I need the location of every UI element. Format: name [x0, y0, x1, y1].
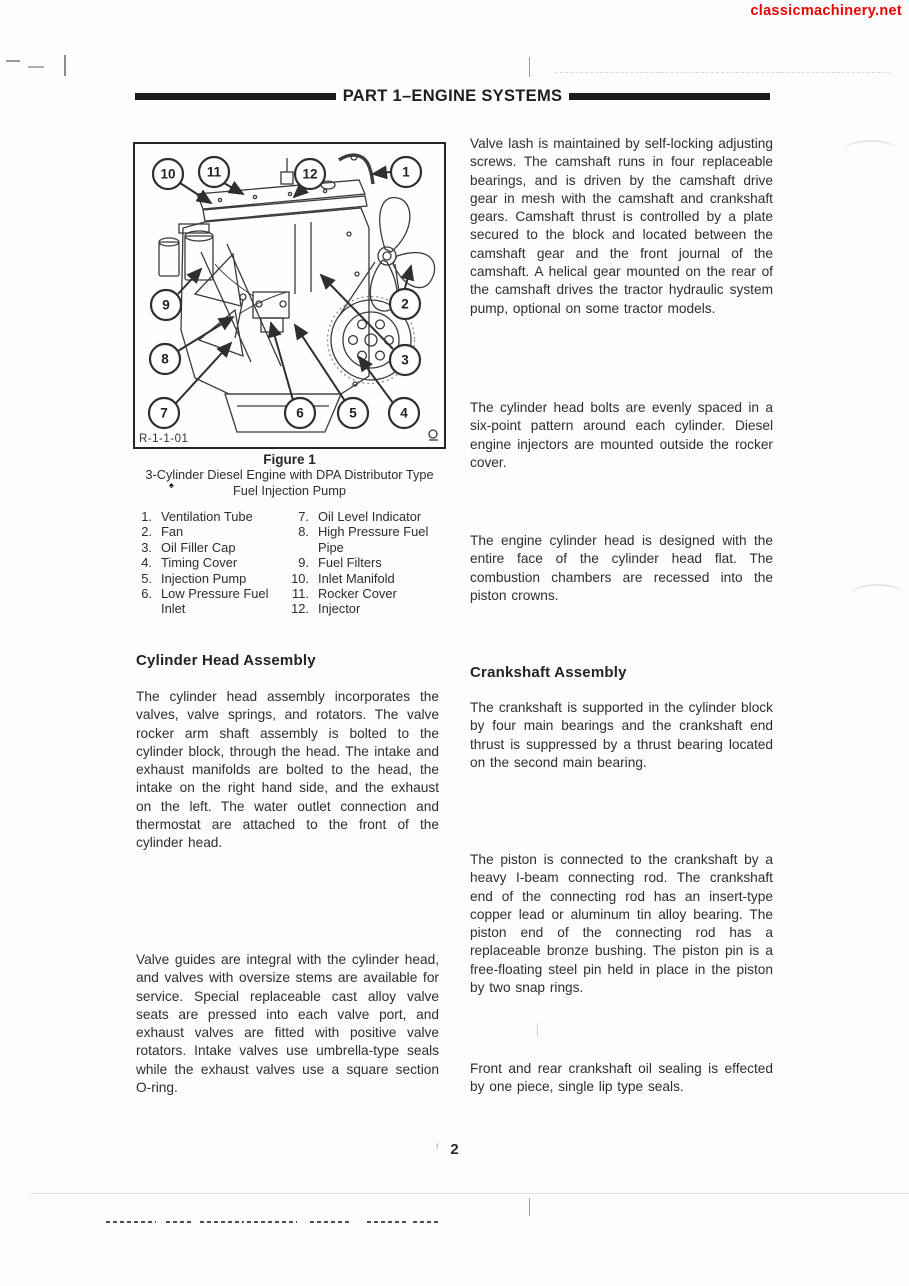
svg-text:4: 4	[400, 405, 408, 421]
scan-artifact	[247, 1221, 297, 1223]
paragraph: The piston is connected to the crankshaft by a heavy I-beam connecting rod. The crankshaft end of the connecting rod has an insert-type copper lead or aluminum tin alloy bearing. The piston end of the connecting rod has a replaceable bronze bushing. The piston pin is a free-floating steel pin held in place in the piston by two snap rings.	[470, 852, 773, 996]
scan-artifact	[166, 1221, 194, 1223]
paragraph: Valve lash is maintained by self-locking adjusting screws. The camshaft runs in four replaceable bearings, and is driven by the camshaft drive gear in mesh with the camshaft and crankshaft gears. Camshaft thrust is controlled by a plate secured to the block and located between the camshaft gear and the front journal of the camshaft. A helical gear mounted on the rear of the camshaft drives the tractor hydraulic system pump, optional on some tractor models.	[470, 136, 773, 316]
scan-artifact	[200, 1221, 244, 1223]
callout-9	[151, 290, 181, 320]
svg-text:8: 8	[161, 351, 169, 367]
svg-text:12: 12	[302, 166, 318, 182]
scan-artifact	[537, 1023, 538, 1037]
scan-artifact	[529, 57, 530, 77]
callout-3	[390, 345, 420, 375]
callout-4	[389, 398, 419, 428]
list-item	[137, 586, 289, 617]
paragraph: Front and rear crankshaft oil sealing is effected by one piece, single lip type seals.	[470, 1061, 773, 1095]
list-item	[137, 509, 289, 524]
scan-artifact: ♠	[169, 480, 174, 490]
list-item	[289, 509, 449, 524]
part-label: Rocker Cover	[318, 586, 397, 602]
part-label: High Pressure Fuel Pipe	[318, 524, 429, 555]
list-item	[137, 555, 289, 570]
part-number: 11.	[292, 586, 309, 602]
scan-artifact	[413, 1221, 438, 1223]
part-number: 1.	[141, 509, 152, 524]
list-item	[137, 524, 289, 539]
scan-artifact	[6, 60, 20, 62]
part-label: Ventilation Tube	[161, 509, 253, 524]
figure-reference-code: R-1-1-01	[139, 433, 189, 445]
svg-text:1: 1	[402, 164, 410, 180]
figure-caption-line2: Fuel Injection Pump	[232, 482, 347, 498]
figure-caption-line1: 3-Cylinder Diesel Engine with DPA Distributor Type	[145, 467, 434, 482]
scan-artifact	[367, 1221, 407, 1223]
paragraph: The cylinder head bolts are evenly spaced in a six-point pattern around each cylinder. Diesel engine injectors are mounted outside the rocker cover.	[470, 400, 773, 470]
part-label: Inlet Manifold	[318, 570, 395, 586]
scan-artifact	[310, 1221, 352, 1223]
svg-text:9: 9	[162, 297, 170, 313]
part-label: Injector	[318, 601, 361, 617]
callout-6	[285, 398, 315, 428]
list-item	[289, 601, 449, 616]
part-number: 12.	[291, 601, 309, 617]
callout-5	[338, 398, 368, 428]
callout-8	[150, 344, 180, 374]
scan-artifact	[555, 72, 890, 73]
callout-2	[390, 289, 420, 319]
part-number: 3.	[141, 539, 152, 555]
parts-list-column-2	[289, 509, 449, 617]
scan-artifact	[64, 55, 66, 76]
callout-1	[391, 157, 421, 187]
figure-parts-list	[137, 509, 449, 617]
svg-text:3: 3	[401, 352, 409, 368]
header-rule-right	[569, 93, 770, 100]
list-item	[289, 555, 449, 570]
callout-arrows	[176, 172, 411, 403]
callout-10	[153, 159, 183, 189]
figure-caption-title: Figure 1	[263, 452, 316, 467]
svg-text:11: 11	[206, 164, 222, 180]
scan-artifact	[529, 1198, 530, 1216]
parts-list-column-1	[137, 509, 289, 617]
figure-1-diagram	[133, 142, 446, 449]
list-item	[137, 571, 289, 586]
heading-cylinder-head-assembly: Cylinder Head Assembly	[136, 652, 316, 669]
part-number: 6.	[141, 586, 152, 602]
engine-illustration	[135, 144, 444, 447]
watermark-text: classicmachinery.net	[750, 3, 902, 19]
part-number: 8.	[298, 524, 309, 540]
part-number: 2.	[141, 524, 152, 540]
section-header	[135, 87, 770, 106]
part-label: Fuel Filters	[318, 555, 382, 571]
svg-text:2: 2	[401, 296, 409, 312]
figure-caption	[133, 452, 446, 498]
section-title: PART 1–ENGINE SYSTEMS	[342, 87, 563, 105]
paragraph: Valve guides are integral with the cylinder head, and valves with oversize stems are available for service. Special replaceable cast alloy valve seats are pressed into each valve port, and exhaust valves are fitted with positive valve rotators. Intake valves use umbrella-type seals while the exhaust valves use a square section O-ring.	[136, 952, 439, 1096]
paragraph: The crankshaft is supported in the cylinder block by four main bearings and the crankshaft end thrust is suppressed by a thrust bearing located on the second main bearing.	[470, 700, 773, 770]
part-label: Oil Filler Cap	[161, 539, 236, 555]
part-number: 10.	[291, 570, 309, 586]
scan-artifact	[843, 140, 898, 162]
part-label: Fan	[161, 524, 184, 540]
scan-artifact	[30, 1193, 909, 1194]
paragraph: The engine cylinder head is designed with the entire face of the cylinder head flat. The combustion chambers are recessed into the piston crowns.	[470, 533, 773, 603]
scan-artifact: r	[436, 1141, 440, 1152]
part-number: 5.	[141, 570, 152, 586]
svg-text:6: 6	[296, 405, 304, 421]
part-number: 4.	[141, 555, 152, 571]
svg-text:10: 10	[160, 166, 176, 182]
part-label: Injection Pump	[161, 570, 247, 586]
callout-7	[149, 398, 179, 428]
svg-text:5: 5	[349, 405, 357, 421]
part-number: 7.	[298, 509, 309, 524]
part-number: 9.	[298, 555, 309, 571]
scan-artifact	[106, 1221, 156, 1223]
list-item	[137, 540, 289, 555]
svg-text:7: 7	[160, 405, 168, 421]
heading-crankshaft-assembly: Crankshaft Assembly	[470, 664, 627, 681]
paragraph: The cylinder head assembly incorporates the valves, valve springs, and rotators. The valve rocker arm shaft assembly is bolted to the cylinder block, through the head. The intake and exhaust manifolds are bolted to the head, the intake on the right hand side, and the exhaust on the left. The water outlet connection and thermostat are attached to the front of the cylinder head.	[136, 689, 439, 851]
scan-artifact	[850, 584, 905, 606]
part-label: Timing Cover	[161, 555, 238, 571]
list-item	[289, 586, 449, 601]
page-number: 2	[450, 1141, 459, 1158]
scan-artifact	[28, 66, 44, 68]
part-label: Low Pressure Fuel Inlet	[161, 586, 269, 617]
list-item	[289, 524, 449, 555]
callout-12	[295, 159, 325, 189]
figure-stamp	[429, 430, 438, 440]
list-item	[289, 571, 449, 586]
part-label: Oil Level Indicator	[318, 509, 422, 524]
header-rule-left	[135, 93, 336, 100]
callout-11	[199, 157, 229, 187]
